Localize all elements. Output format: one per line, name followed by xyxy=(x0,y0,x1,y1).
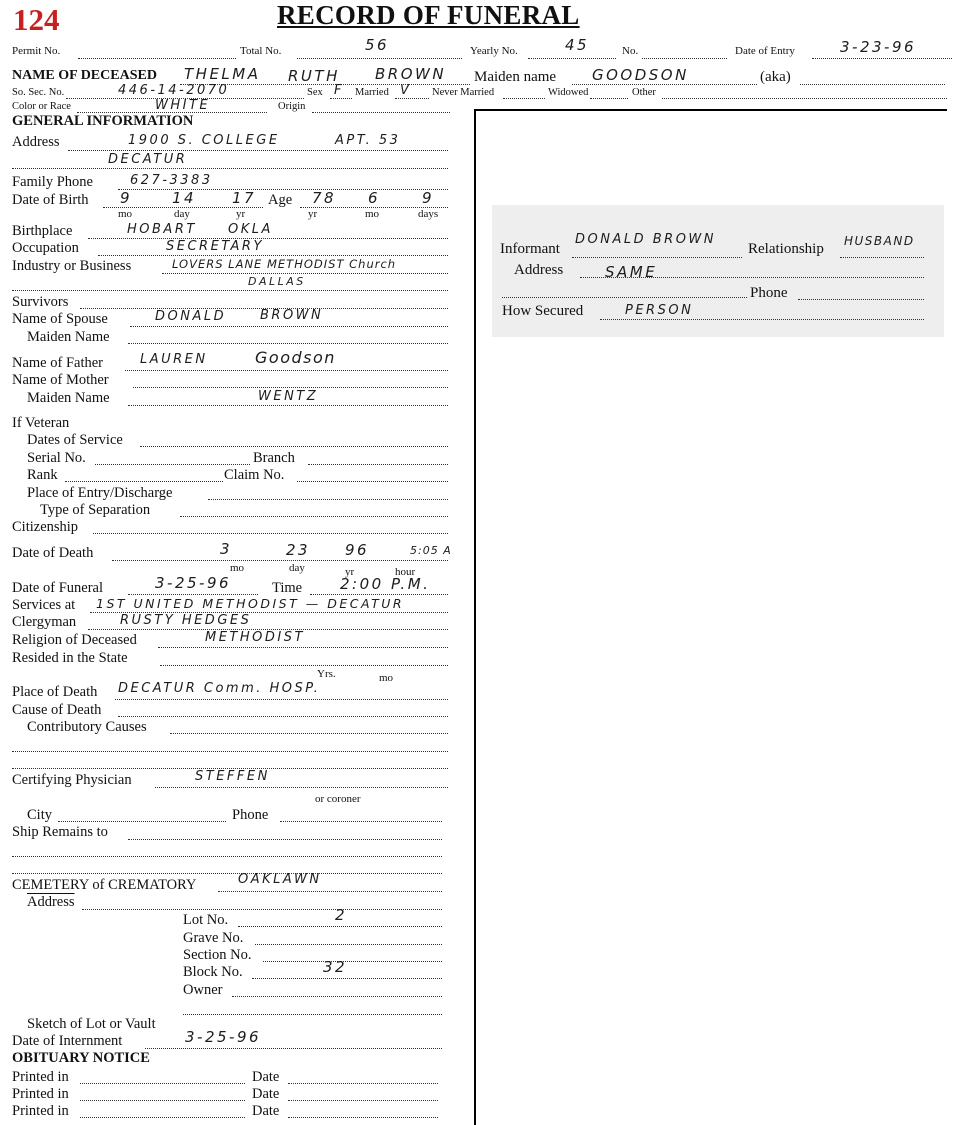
sex-field[interactable] xyxy=(330,98,352,99)
coroner-caption: or coroner xyxy=(315,793,361,805)
how-secured-label: How Secured xyxy=(502,303,584,319)
dob-caption-mo: mo xyxy=(118,208,133,220)
married-value: V xyxy=(400,83,412,98)
owner-field[interactable] xyxy=(232,996,442,997)
entry-discharge-label: Place of Entry/Discharge xyxy=(27,485,173,501)
death-day: 23 xyxy=(286,541,311,559)
physician-label: Certifying Physician xyxy=(12,772,132,788)
entry-value: 3-23-96 xyxy=(840,38,917,56)
cause-of-death-field[interactable] xyxy=(118,716,448,717)
ship-remains-label: Ship Remains to xyxy=(12,824,108,840)
address-label: Address xyxy=(12,134,60,150)
cemetery-label: CEMETERY of CREMATORY xyxy=(12,877,197,893)
mother-maiden-value: WENTZ xyxy=(258,389,319,404)
maiden-name-field[interactable] xyxy=(572,84,757,85)
dob-year: 17 xyxy=(232,189,257,207)
city-label: City xyxy=(27,807,52,823)
informant-address-value: SAME xyxy=(605,263,658,281)
cemetery-address-label: Address xyxy=(27,894,75,910)
branch-label: Branch xyxy=(253,450,295,466)
mother-maiden-label: Maiden Name xyxy=(27,390,110,406)
sex-value: F xyxy=(334,83,344,98)
separation-label: Type of Separation xyxy=(40,502,151,518)
dates-of-service-field[interactable] xyxy=(140,446,448,447)
age-caption-days: days xyxy=(418,208,439,220)
yearly-label: Yearly No. xyxy=(470,45,518,57)
sex-label: Sex xyxy=(307,87,323,98)
sketch-label: Sketch of Lot or Vault xyxy=(27,1016,156,1032)
age-label: Age xyxy=(268,192,293,208)
clergyman-label: Clergyman xyxy=(12,614,77,630)
informant-field[interactable] xyxy=(572,257,742,258)
contributory-label: Contributory Causes xyxy=(27,719,147,735)
informant-phone-label: Phone xyxy=(750,285,788,301)
address-apt: APT. 53 xyxy=(335,133,401,148)
deceased-middle-name: RUTH xyxy=(288,67,340,85)
relationship-value: HUSBAND xyxy=(844,234,915,248)
total-field[interactable] xyxy=(297,58,462,59)
ssn-value: 446-14-2070 xyxy=(118,83,230,98)
internment-label: Date of Internment xyxy=(12,1033,123,1049)
address-line1: 1900 S. COLLEGE xyxy=(128,133,280,148)
funeral-date-label: Date of Funeral xyxy=(12,580,103,596)
obituary-date-label-2: Date xyxy=(252,1086,280,1102)
printed-in-label-1: Printed in xyxy=(12,1069,69,1085)
mother-label: Name of Mother xyxy=(12,372,109,388)
spouse-last-name: BROWN xyxy=(260,308,324,323)
no-field[interactable] xyxy=(642,58,727,59)
religion-value: METHODIST xyxy=(205,630,305,645)
cemetery-address-field[interactable] xyxy=(82,909,442,910)
entry-discharge-field[interactable] xyxy=(208,499,448,500)
internment-value: 3-25-96 xyxy=(185,1028,262,1046)
obituary-date-field-2[interactable] xyxy=(288,1100,438,1101)
right-panel-top-rule xyxy=(474,109,947,111)
death-month: 3 xyxy=(220,540,233,558)
occupation-value: SECRETARY xyxy=(166,239,264,254)
branch-field[interactable] xyxy=(308,464,448,465)
age-days: 9 xyxy=(422,189,435,207)
never-married-label: Never Married xyxy=(432,87,495,98)
survivors-label: Survivors xyxy=(12,294,69,310)
obituary-heading: OBITUARY NOTICE xyxy=(12,1050,150,1066)
block-value: 32 xyxy=(323,958,348,976)
funeral-time-value: 2:00 P.M. xyxy=(340,575,431,593)
spouse-first-name: DONALD xyxy=(155,309,227,324)
occupation-field[interactable] xyxy=(98,255,448,256)
origin-label: Origin xyxy=(278,101,306,112)
address-line2: DECATUR xyxy=(108,152,188,167)
obituary-date-field-1[interactable] xyxy=(288,1083,438,1084)
printed-in-field-2[interactable] xyxy=(80,1100,245,1101)
dob-caption-day: day xyxy=(174,208,190,220)
funeral-date-value: 3-25-96 xyxy=(155,574,232,592)
contributory-field[interactable] xyxy=(170,733,448,734)
veteran-label: If Veteran xyxy=(12,415,70,431)
father-label: Name of Father xyxy=(12,355,103,371)
cemetery-value: OAKLAWN xyxy=(238,872,322,887)
industry-field[interactable] xyxy=(162,273,448,274)
informant-label: Informant xyxy=(500,241,560,257)
permit-label: Permit No. xyxy=(12,45,61,57)
date-of-death-label: Date of Death xyxy=(12,545,94,561)
general-info-heading: GENERAL INFORMATION xyxy=(12,113,194,129)
never-married-field[interactable] xyxy=(503,98,545,99)
grave-label: Grave No. xyxy=(183,930,244,946)
grave-field[interactable] xyxy=(255,944,442,945)
funeral-date-field[interactable] xyxy=(128,594,258,595)
contributory-line2[interactable] xyxy=(12,751,448,752)
claim-label: Claim No. xyxy=(224,467,285,483)
physician-phone-field[interactable] xyxy=(280,821,442,822)
resided-label: Resided in the State xyxy=(12,650,128,666)
industry-line2: DALLAS xyxy=(248,275,306,288)
aka-label: (aka) xyxy=(760,69,791,85)
origin-field[interactable] xyxy=(312,112,450,113)
funeral-time-label: Time xyxy=(272,580,303,596)
father-last-name: Goodson xyxy=(255,348,336,367)
death-hour: 5:05 A xyxy=(410,544,452,557)
record-number: 124 xyxy=(13,2,60,37)
rank-label: Rank xyxy=(27,467,58,483)
page-title: RECORD OF FUNERAL xyxy=(277,0,580,30)
color-label: Color or Race xyxy=(12,101,71,112)
block-field[interactable] xyxy=(252,978,442,979)
spouse-maiden-field[interactable] xyxy=(128,343,448,344)
resided-field[interactable] xyxy=(160,665,448,666)
citizenship-label: Citizenship xyxy=(12,519,79,535)
informant-phone-field[interactable] xyxy=(798,299,924,300)
serial-label: Serial No. xyxy=(27,450,86,466)
industry-label: Industry or Business xyxy=(12,258,132,274)
dob-month: 9 xyxy=(120,189,133,207)
claim-field[interactable] xyxy=(297,481,448,482)
death-caption-day: day xyxy=(289,562,305,574)
religion-field[interactable] xyxy=(158,647,448,648)
how-secured-field[interactable] xyxy=(600,319,924,320)
birthplace-field[interactable] xyxy=(88,238,448,239)
industry-value: LOVERS LANE METHODIST Church xyxy=(172,257,397,271)
deceased-name-label: NAME OF DECEASED xyxy=(12,68,157,83)
widowed-label: Widowed xyxy=(548,87,589,98)
deceased-last-name: BROWN xyxy=(375,65,447,83)
ship-remains-field[interactable] xyxy=(128,839,442,840)
total-label: Total No. xyxy=(240,45,282,57)
age-months: 6 xyxy=(368,189,381,207)
rank-field[interactable] xyxy=(65,481,223,482)
printed-in-field-1[interactable] xyxy=(80,1083,245,1084)
cemetery-field[interactable] xyxy=(218,891,442,892)
citizenship-field[interactable] xyxy=(93,533,448,534)
death-year: 96 xyxy=(345,541,370,559)
industry-line2-field[interactable] xyxy=(12,290,448,291)
city-field[interactable] xyxy=(58,821,226,822)
obituary-date-label-3: Date xyxy=(252,1103,280,1119)
spouse-maiden-label: Maiden Name xyxy=(27,329,110,345)
age-caption-yr: yr xyxy=(308,208,318,220)
total-value: 56 xyxy=(365,36,390,54)
services-value: 1ST UNITED METHODIST — DECATUR xyxy=(96,596,405,611)
informant-value: DONALD BROWN xyxy=(575,232,717,247)
services-label: Services at xyxy=(12,597,76,613)
lot-value: 2 xyxy=(335,906,348,924)
yearly-field[interactable] xyxy=(528,58,616,59)
spouse-field[interactable] xyxy=(130,326,448,327)
serial-field[interactable] xyxy=(95,464,250,465)
birthplace-state: OKLA xyxy=(228,222,273,237)
ssn-label: So. Sec. No. xyxy=(12,87,65,98)
other-label: Other xyxy=(632,87,656,98)
birthplace-city: HOBART xyxy=(127,222,197,237)
birthplace-label: Birthplace xyxy=(12,223,73,239)
married-field[interactable] xyxy=(395,98,429,99)
section-label: Section No. xyxy=(183,947,252,963)
obituary-date-label-1: Date xyxy=(252,1069,280,1085)
yearly-value: 45 xyxy=(565,36,590,54)
dob-caption-yr: yr xyxy=(236,208,246,220)
dob-day: 14 xyxy=(172,189,197,207)
date-of-death-field[interactable] xyxy=(112,560,448,561)
column-divider xyxy=(474,109,476,1125)
relationship-label: Relationship xyxy=(748,241,824,257)
death-caption-mo: mo xyxy=(230,562,245,574)
married-label: Married xyxy=(355,87,389,98)
occupation-label: Occupation xyxy=(12,240,79,256)
physician-phone-label: Phone xyxy=(232,807,269,823)
cause-of-death-label: Cause of Death xyxy=(12,702,102,718)
printed-in-label-2: Printed in xyxy=(12,1086,69,1102)
family-phone-field[interactable] xyxy=(118,189,448,190)
mother-field[interactable] xyxy=(133,387,448,388)
color-value: WHITE xyxy=(155,98,211,113)
deceased-first-name: THELMA xyxy=(184,65,261,83)
owner-line2[interactable] xyxy=(183,1014,442,1015)
widowed-field[interactable] xyxy=(590,98,628,99)
family-phone-value: 627-3383 xyxy=(130,173,213,188)
aka-field[interactable] xyxy=(800,84,945,85)
owner-label: Owner xyxy=(183,982,223,998)
no-label: No. xyxy=(622,45,639,57)
dob-label: Date of Birth xyxy=(12,192,89,208)
family-phone-label: Family Phone xyxy=(12,174,93,190)
resided-caption-yrs: Yrs. xyxy=(317,668,336,680)
entry-label: Date of Entry xyxy=(735,45,795,57)
physician-value: STEFFEN xyxy=(195,769,270,784)
physician-field[interactable] xyxy=(155,787,448,788)
age-caption-mo: mo xyxy=(365,208,380,220)
dates-of-service-label: Dates of Service xyxy=(27,432,123,448)
father-field[interactable] xyxy=(125,370,448,371)
religion-label: Religion of Deceased xyxy=(12,632,137,648)
lot-label: Lot No. xyxy=(183,912,229,928)
death-caption-hour: hour xyxy=(395,566,416,578)
age-years: 78 xyxy=(312,189,337,207)
spouse-label: Name of Spouse xyxy=(12,311,108,327)
mother-maiden-field[interactable] xyxy=(128,405,448,406)
ship-remains-line3[interactable] xyxy=(12,873,442,874)
internment-field[interactable] xyxy=(145,1048,442,1049)
section-field[interactable] xyxy=(263,961,442,962)
other-field[interactable] xyxy=(662,98,947,99)
permit-field[interactable] xyxy=(78,58,236,59)
clergyman-value: RUSTY HEDGES xyxy=(120,613,252,628)
maiden-name-label: Maiden name xyxy=(474,69,557,85)
informant-address-line2[interactable] xyxy=(502,297,747,298)
place-of-death-field[interactable] xyxy=(115,699,448,700)
place-of-death-label: Place of Death xyxy=(12,684,98,700)
address-field[interactable] xyxy=(68,150,448,151)
printed-in-label-3: Printed in xyxy=(12,1103,69,1119)
obituary-date-field-3[interactable] xyxy=(288,1117,438,1118)
entry-field[interactable] xyxy=(812,58,952,59)
address-line2-field[interactable] xyxy=(12,168,448,169)
resided-caption-mo: mo xyxy=(379,672,394,684)
separation-field[interactable] xyxy=(180,516,448,517)
death-caption-yr: yr xyxy=(345,566,355,578)
father-first-name: LAUREN xyxy=(140,352,208,367)
block-label: Block No. xyxy=(183,964,243,980)
how-secured-value: PERSON xyxy=(625,303,694,318)
funeral-time-field[interactable] xyxy=(310,594,448,595)
relationship-field[interactable] xyxy=(840,257,924,258)
printed-in-field-3[interactable] xyxy=(80,1117,245,1118)
ship-remains-line2[interactable] xyxy=(12,856,442,857)
maiden-name-value: GOODSON xyxy=(592,66,689,84)
place-of-death-value: DECATUR Comm. HOSP. xyxy=(118,681,321,696)
lot-field[interactable] xyxy=(238,926,442,927)
informant-address-label: Address xyxy=(514,262,564,278)
